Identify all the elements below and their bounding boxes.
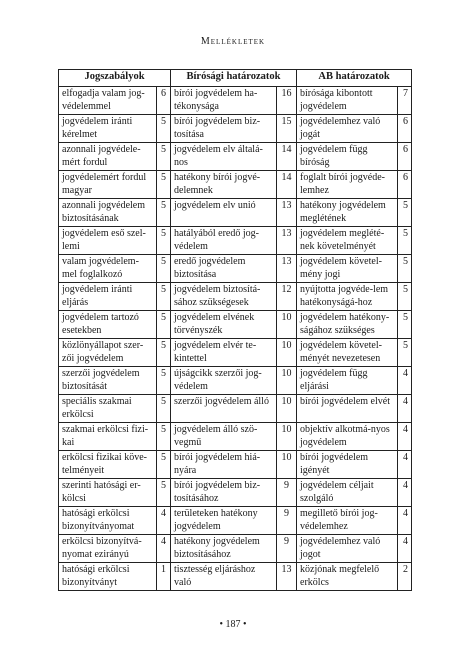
birosagi-count: 9 xyxy=(277,535,297,563)
ab-term: foglalt bírói jogvéde-lemhez xyxy=(297,171,398,199)
table-row xyxy=(59,311,412,339)
birosagi-term: hatékony jogvédelem biztosításához xyxy=(171,535,277,563)
birosagi-count: 10 xyxy=(277,339,297,367)
table-row xyxy=(59,507,412,535)
header-ab-hatarozatok: AB határozatok xyxy=(297,70,412,87)
ab-count: 5 xyxy=(398,283,412,311)
ab-count: 5 xyxy=(398,199,412,227)
page-number: • 187 • xyxy=(219,619,247,630)
jogszabaly-count: 5 xyxy=(157,227,171,255)
ab-term: jogvédelem hatékony-ságához szükséges xyxy=(297,311,398,339)
jogszabaly-term: szerinti hatósági er-kölcsi xyxy=(59,479,157,507)
table-row xyxy=(59,479,412,507)
table-row xyxy=(59,143,412,171)
birosagi-count: 16 xyxy=(277,87,297,115)
birosagi-term: jogvédelem elv unió xyxy=(171,199,277,227)
birosagi-term: bírói jogvédelem biz-tosítása xyxy=(171,115,277,143)
jogszabaly-count: 4 xyxy=(157,535,171,563)
ab-count: 5 xyxy=(398,255,412,283)
ab-count: 6 xyxy=(398,171,412,199)
ab-count: 7 xyxy=(398,87,412,115)
ab-term: bírósága kibontott jogvédelem xyxy=(297,87,398,115)
birosagi-term: bírói jogvédelem hiá-nyára xyxy=(171,451,277,479)
table-row xyxy=(59,255,412,283)
table-row xyxy=(59,451,412,479)
table-row xyxy=(59,395,412,423)
jogszabaly-count: 5 xyxy=(157,171,171,199)
jogszabaly-term: közlönyállapot szer-zői jogvédelem xyxy=(59,339,157,367)
ab-count: 4 xyxy=(398,479,412,507)
table-row xyxy=(59,199,412,227)
jogszabaly-count: 5 xyxy=(157,395,171,423)
table-row xyxy=(59,115,412,143)
jogszabaly-count: 5 xyxy=(157,199,171,227)
jogszabaly-count: 5 xyxy=(157,255,171,283)
jogszabaly-term: jogvédelem tartozó esetekben xyxy=(59,311,157,339)
jogszabaly-term: jogvédelem iránti kérelmet xyxy=(59,115,157,143)
birosagi-term: hatékony bírói jogvé-delemnek xyxy=(171,171,277,199)
ab-term: bírói jogvédelem elvét xyxy=(297,395,398,423)
table-header-row xyxy=(59,70,412,87)
ab-term: jogvédelem függ bíróság xyxy=(297,143,398,171)
table-row xyxy=(59,283,412,311)
table-row xyxy=(59,171,412,199)
ab-count: 4 xyxy=(398,395,412,423)
jogszabaly-term: szakmai erkölcsi fizi-kai xyxy=(59,423,157,451)
ab-count: 4 xyxy=(398,507,412,535)
jogszabaly-term: valam jogvédelem-mel foglalkozó xyxy=(59,255,157,283)
table-row xyxy=(59,423,412,451)
jogszabaly-term: azonnali jogvédelem biztosításának xyxy=(59,199,157,227)
jogszabaly-count: 5 xyxy=(157,339,171,367)
ab-term: nyújtotta jogvéde-lem hatékonyságá-hoz xyxy=(297,283,398,311)
table-row xyxy=(59,563,412,591)
birosagi-term: hatályából eredő jog-védelem xyxy=(171,227,277,255)
jogszabaly-count: 5 xyxy=(157,451,171,479)
birosagi-count: 15 xyxy=(277,115,297,143)
birosagi-count: 10 xyxy=(277,311,297,339)
jogszabaly-term: jogvédelemért fordul magyar xyxy=(59,171,157,199)
ab-term: jogvédelem függ eljárási xyxy=(297,367,398,395)
header-jogszabalyok: Jogszabályok xyxy=(59,70,171,87)
birosagi-term: jogvédelem elvének törvényszék xyxy=(171,311,277,339)
jogszabaly-count: 5 xyxy=(157,479,171,507)
birosagi-count: 10 xyxy=(277,423,297,451)
ab-count: 4 xyxy=(398,535,412,563)
birosagi-term: jogvédelem álló szö-vegmű xyxy=(171,423,277,451)
ab-count: 4 xyxy=(398,451,412,479)
ab-term: jogvédelemhez való jogot xyxy=(297,535,398,563)
birosagi-count: 9 xyxy=(277,507,297,535)
ab-term: jogvédelem követel-ményét nevezetesen xyxy=(297,339,398,367)
ab-count: 6 xyxy=(398,143,412,171)
birosagi-term: újságcikk szerzői jog-védelem xyxy=(171,367,277,395)
jogszabaly-term: speciális szakmai erkölcsi xyxy=(59,395,157,423)
birosagi-term: bírói jogvédelem biz-tosításához xyxy=(171,479,277,507)
ab-count: 5 xyxy=(398,227,412,255)
jogszabaly-count: 5 xyxy=(157,115,171,143)
jogszabaly-count: 5 xyxy=(157,311,171,339)
jogszabaly-term: jogvédelem eső szel-lemi xyxy=(59,227,157,255)
ab-term: hatékony jogvédelem meglétének xyxy=(297,199,398,227)
jogszabaly-count: 5 xyxy=(157,367,171,395)
birosagi-term: jogvédelem elvér te-kintettel xyxy=(171,339,277,367)
running-head: Mellékletek xyxy=(200,36,266,47)
ab-term: bírói jogvédelem igényét xyxy=(297,451,398,479)
ab-count: 5 xyxy=(398,311,412,339)
jogszabaly-count: 4 xyxy=(157,507,171,535)
birosagi-count: 10 xyxy=(277,395,297,423)
table-row xyxy=(59,227,412,255)
ab-term: objektív alkotmá-nyos jogvédelem xyxy=(297,423,398,451)
jogszabaly-count: 1 xyxy=(157,563,171,591)
ab-term: jogvédelem meglété-nek követelményét xyxy=(297,227,398,255)
jogszabaly-term: jogvédelem iránti eljárás xyxy=(59,283,157,311)
birosagi-term: bírói jogvédelem ha-tékonysága xyxy=(171,87,277,115)
ab-count: 4 xyxy=(398,367,412,395)
birosagi-count: 9 xyxy=(277,479,297,507)
birosagi-count: 13 xyxy=(277,563,297,591)
jogszabaly-term: azonnali jogvédele-mért fordul xyxy=(59,143,157,171)
ab-term: jogvédelem követel-mény jogi xyxy=(297,255,398,283)
ab-term: megillető bírói jog-védelemhez xyxy=(297,507,398,535)
birosagi-term: jogvédelem biztosítá-sához szükségesek xyxy=(171,283,277,311)
ab-term: közjónak megfelelő erkölcs xyxy=(297,563,398,591)
birosagi-count: 13 xyxy=(277,255,297,283)
birosagi-term: eredő jogvédelem biztosítása xyxy=(171,255,277,283)
birosagi-count: 14 xyxy=(277,143,297,171)
jogszabaly-term: hatósági erkölcsi bizonyítványt xyxy=(59,563,157,591)
jogszabaly-count: 5 xyxy=(157,423,171,451)
table-row xyxy=(59,87,412,115)
table-body xyxy=(59,87,412,591)
ab-term: jogvédelem céljait szolgáló xyxy=(297,479,398,507)
table-row xyxy=(59,535,412,563)
jogszabaly-term: szerzői jogvédelem biztosítását xyxy=(59,367,157,395)
ab-term: jogvédelemhez való jogát xyxy=(297,115,398,143)
jogszabaly-count: 5 xyxy=(157,143,171,171)
jogszabaly-count: 6 xyxy=(157,87,171,115)
table-row xyxy=(59,367,412,395)
jogszabaly-term: hatósági erkölcsi bizonyítványomat xyxy=(59,507,157,535)
birosagi-count: 12 xyxy=(277,283,297,311)
birosagi-count: 13 xyxy=(277,227,297,255)
jogszabaly-term: elfogadja valam jog-védelemmel xyxy=(59,87,157,115)
ab-count: 4 xyxy=(398,423,412,451)
birosagi-term: szerzői jogvédelem álló xyxy=(171,395,277,423)
jogszabaly-term: erkölcsi bizonyítvá-nyomat ezirányú xyxy=(59,535,157,563)
jogszabaly-term: erkölcsi fizikai köve-telményeit xyxy=(59,451,157,479)
header-birosagi-hatarozatok: Bírósági határozatok xyxy=(171,70,297,87)
frequency-table xyxy=(58,69,412,591)
birosagi-count: 13 xyxy=(277,199,297,227)
birosagi-count: 14 xyxy=(277,171,297,199)
birosagi-term: jogvédelem elv általá-nos xyxy=(171,143,277,171)
ab-count: 2 xyxy=(398,563,412,591)
table-row xyxy=(59,339,412,367)
ab-count: 6 xyxy=(398,115,412,143)
birosagi-count: 10 xyxy=(277,451,297,479)
birosagi-term: területeken hatékony jogvédelem xyxy=(171,507,277,535)
ab-count: 5 xyxy=(398,339,412,367)
birosagi-term: tisztesség eljáráshoz való xyxy=(171,563,277,591)
jogszabaly-count: 5 xyxy=(157,283,171,311)
birosagi-count: 10 xyxy=(277,367,297,395)
